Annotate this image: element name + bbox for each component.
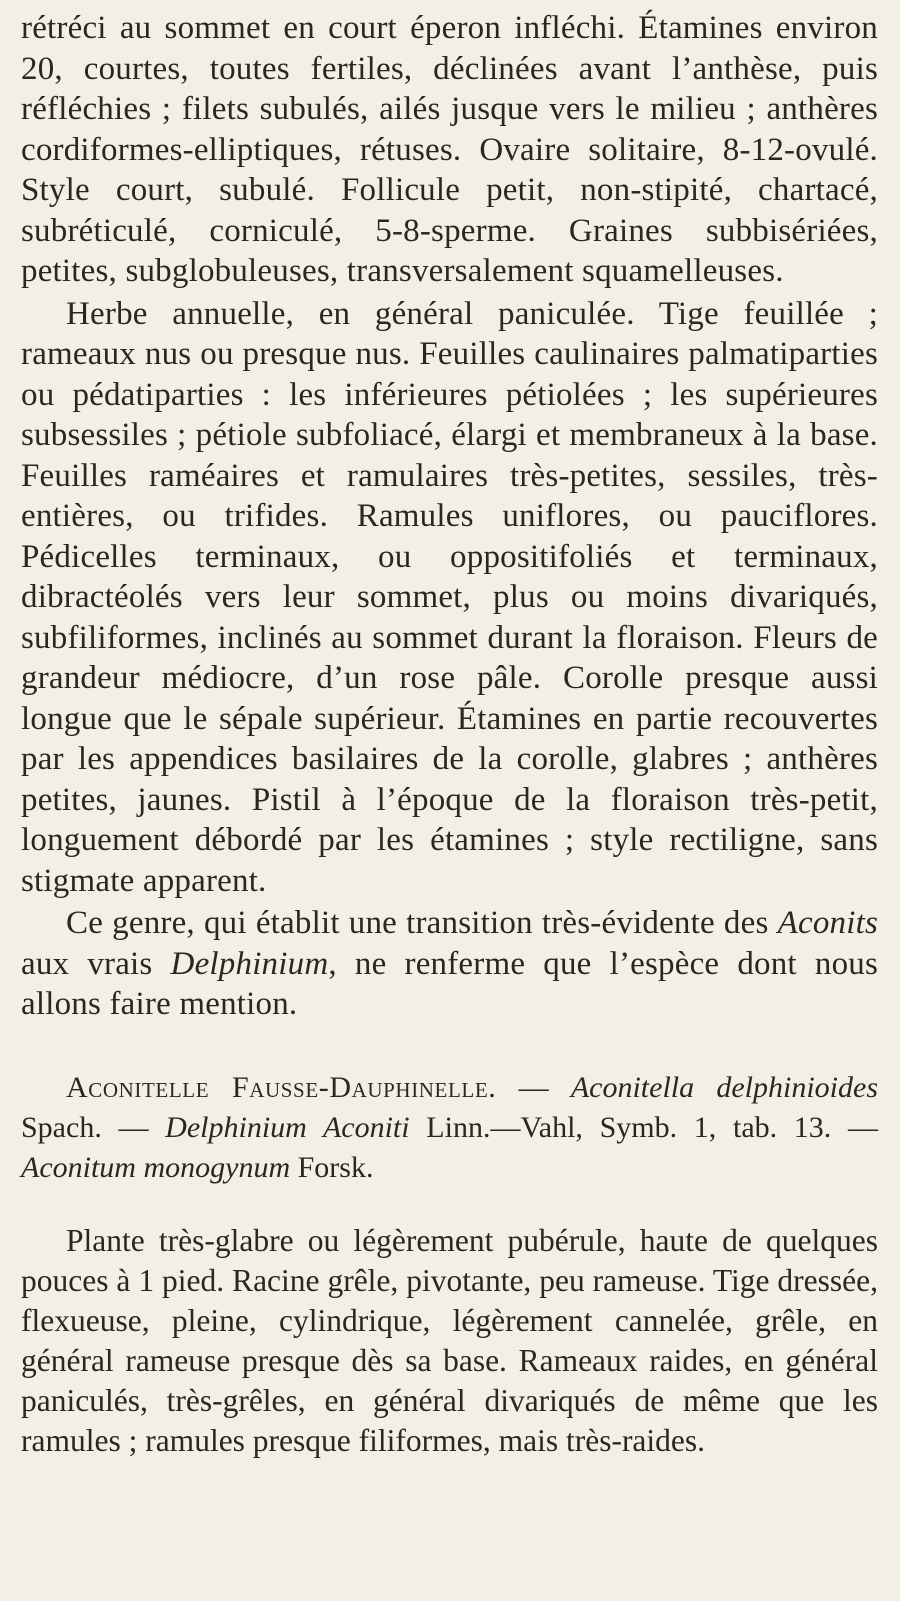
remark-italic-delphinium: Delphinium [170,945,329,982]
species-sep: — [496,1070,571,1104]
species-synonym-1: Delphinium Aconiti [165,1110,410,1144]
genus-characters-paragraph: rétréci au sommet en court éperon infléchi. Étamines environ 20, courtes, toutes fertiles, déclinées avant l’anthèse, puis réfléchies ; filets subulés, ailés jusque vers le milieu ; anthères cordiformes-elliptiques, rétuses. Ovaire solitaire, 8-12-ovulé. Style court, subulé. Follicule petit, non-stipité, chartacé, subréticulé, corniculé, 5-8-sperme. Graines subbisériées, petites, subglobuleuses, transversalement squamelleuses. [21,10,878,289]
species-synonym-2: Aconitum monogynum [21,1150,291,1184]
species-common-name: Aconitelle Fausse-Dauphinelle. [66,1070,497,1104]
species-reference-2: Forsk. [290,1150,374,1184]
remark-italic-aconits: Aconits [777,905,878,941]
species-entry-heading [21,1068,878,1188]
remark-text-before: Ce genre, qui établit une transition très-évidente des [66,905,778,941]
remark-text-after: , ne renferme que l’espèce dont nous allons faire mention. [21,945,879,1022]
habit-paragraph: Herbe annuelle, en général paniculée. Tige feuillée ; rameaux nus ou presque nus. Feuilles caulinaires palmatiparties ou pédatiparties : les inférieures pétiolées ; les supérieures subsessiles ; pétiole subfoliacé, élargi et membraneux à la base. Feuilles raméaires et ramulaires très-petites, sessiles, très-entières, ou trifides. Ramules uniflores, ou pauciflores. Pédicelles terminaux, ou oppositifoliés et terminaux, dibractéolés vers leur sommet, plus ou moins divariqués, subfiliformes, inclinés au sommet durant la floraison. Fleurs de grandeur médiocre, d’un rose pâle. Corolle presque aussi longue que le sépale supérieur. Étamines en partie recouvertes par les appendices basilaires de la corolle, glabres ; anthères petites, jaunes. Pistil à l’époque de la floraison très-petit, longuement débordé par les étamines ; style rectiligne, sans stigmate apparent. [21,295,878,899]
remark-text-middle: aux vrais [21,945,171,982]
species-reference-1: Linn.—Vahl, Symb. 1, tab. 13. — [409,1110,878,1144]
species-description-paragraph: Plante très-glabre ou légèrement pubérule, haute de quelques pouces à 1 pied. Racine grêle, pivotante, peu rameuse. Tige dressée, flexueuse, pleine, cylindrique, légèrement cannelée, grêle, en général rameuse presque dès sa base. Rameaux raides, en général paniculés, très-grêles, en général divariqués de même que les ramules ; ramules presque filiformes, mais très-raides. [21,1222,878,1458]
species-latin-name: Aconitella delphinioides [570,1070,878,1104]
genus-remark-paragraph [21,903,878,1025]
species-author: Spach. — [21,1110,166,1144]
